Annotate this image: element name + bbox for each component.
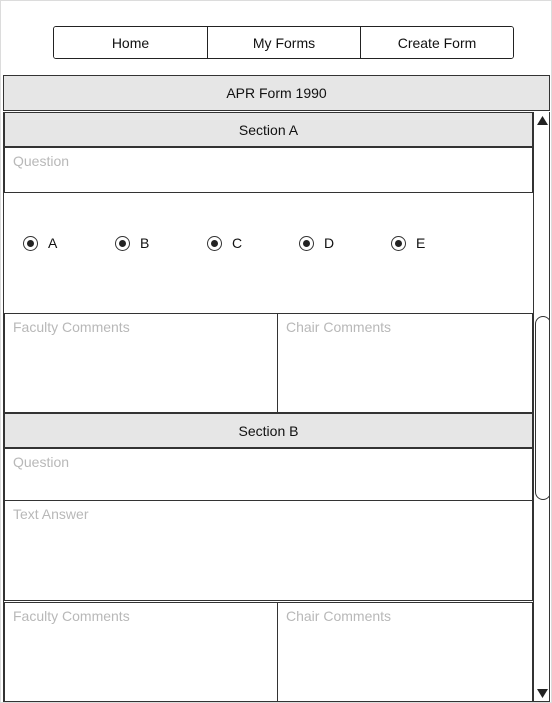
option-label: D (324, 235, 335, 251)
scrollbar-thumb[interactable] (535, 316, 550, 500)
option-a-radio[interactable] (23, 233, 57, 253)
option-label: C (232, 235, 243, 251)
radio-selected-icon (207, 236, 222, 251)
section-a-question-field[interactable]: Question (4, 147, 533, 193)
form-scroll-area[interactable] (3, 112, 550, 702)
option-b-radio[interactable] (115, 233, 149, 253)
vertical-scrollbar[interactable] (533, 112, 550, 701)
option-label: A (48, 235, 58, 251)
radio-selected-icon (115, 236, 130, 251)
tab-home[interactable]: Home (54, 27, 207, 58)
tab-create-form[interactable]: Create Form (360, 27, 513, 58)
section-a-chair-comments[interactable]: Chair Comments (277, 313, 533, 413)
section-b-faculty-comments[interactable]: Faculty Comments (4, 602, 278, 702)
section-b-text-answer[interactable]: Text Answer (4, 500, 533, 601)
option-label: B (140, 235, 150, 251)
section-b-question-field[interactable]: Question (4, 448, 533, 501)
section-a-header: Section A (4, 112, 533, 147)
top-nav (53, 26, 514, 59)
option-c-radio[interactable] (207, 233, 242, 253)
radio-selected-icon (391, 236, 406, 251)
radio-selected-icon (23, 236, 38, 251)
form-title: APR Form 1990 (3, 75, 550, 111)
option-e-radio[interactable] (391, 233, 425, 253)
option-label: E (416, 235, 426, 251)
section-b-header: Section B (4, 413, 533, 448)
section-a-faculty-comments[interactable]: Faculty Comments (4, 313, 278, 413)
section-b-chair-comments[interactable]: Chair Comments (277, 602, 533, 702)
scroll-down-icon[interactable] (534, 685, 550, 701)
radio-selected-icon (299, 236, 314, 251)
scroll-up-icon[interactable] (534, 112, 550, 128)
option-d-radio[interactable] (299, 233, 334, 253)
tab-my-forms[interactable]: My Forms (207, 27, 360, 58)
